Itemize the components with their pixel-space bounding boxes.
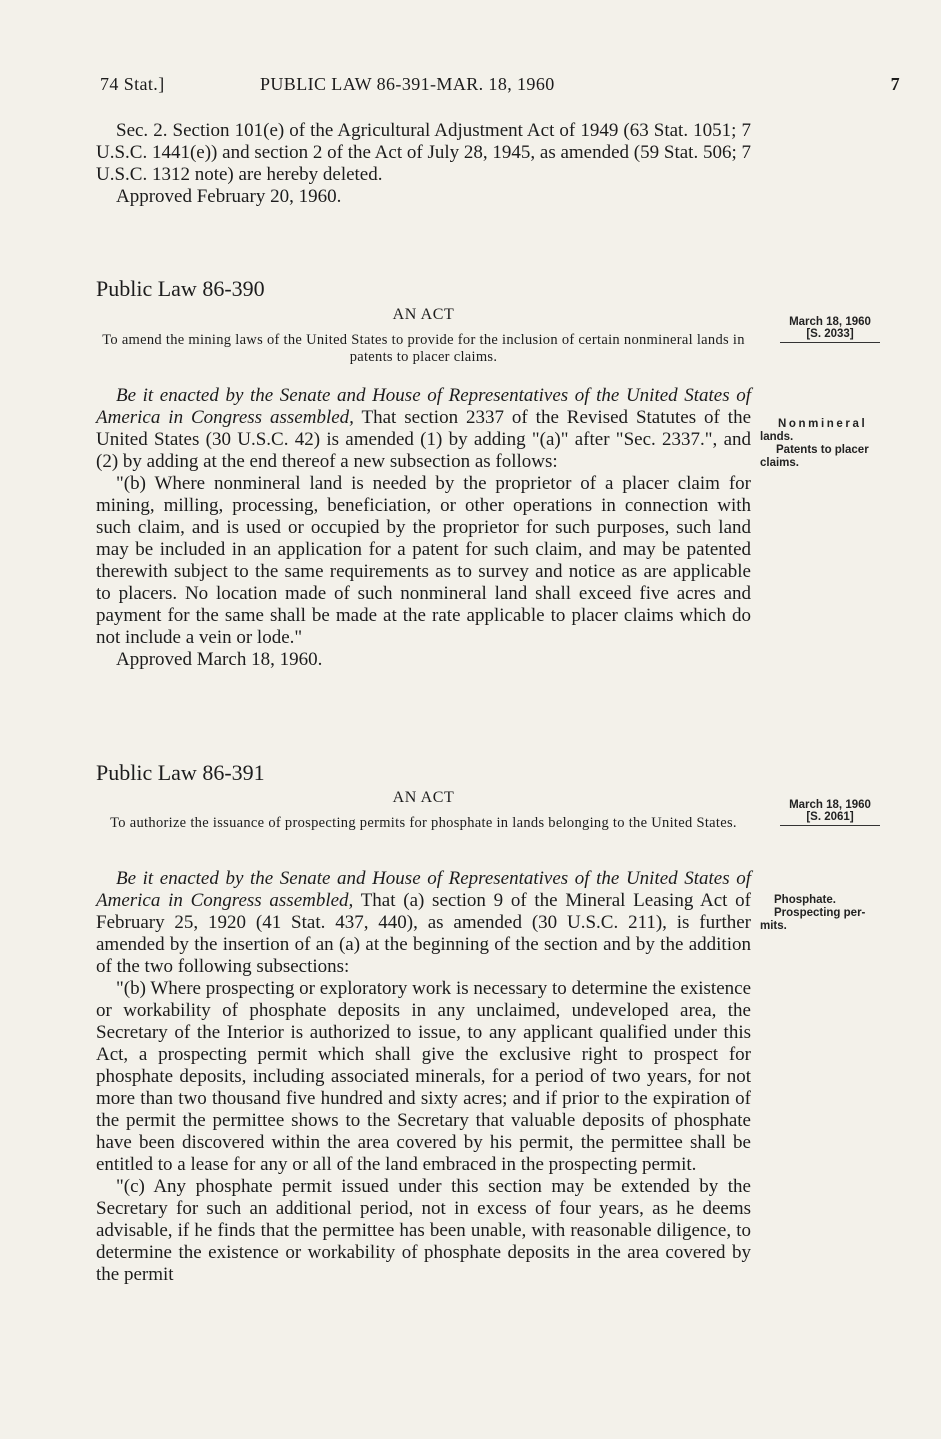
act-label: AN ACT <box>392 306 455 323</box>
margin-line: Patents to placer <box>776 444 869 456</box>
law-heading-86-391: Public Law 86-391 <box>96 760 265 785</box>
margin-note-phosphate <box>760 894 910 933</box>
margin-line: Nonmineral <box>778 418 868 430</box>
header-title: PUBLIC LAW 86-391-MAR. 18, 1960 <box>260 74 555 94</box>
divider <box>780 825 880 826</box>
stat-reference: 74 Stat.] <box>100 74 165 94</box>
enacting-formula: Be it enacted by the Senate and House of Representatives of the United States of America in Congress assembled, <box>96 868 751 911</box>
margin-line: mits. <box>760 920 787 932</box>
margin-line: Prospecting per- <box>774 907 866 919</box>
enacting-clause <box>96 868 751 978</box>
enacting-text: That (a) section 9 of the Mineral Leasing Act of February 25, 1920 (41 Stat. 437, 440), as amended (30 U.S.C. 211), is further amended by the insertion of an (a) at the beginning of the section and by the addition of the two following subsections: <box>96 890 751 977</box>
margin-date-86-390 <box>775 316 885 343</box>
enacting-formula: Be it enacted by the Senate and House of Representatives of the United States of America in Congress assembled, <box>96 385 751 428</box>
act-subtitle: To authorize the issuance of prospecting permits for phosphate in lands belonging to the United States. <box>110 815 737 831</box>
enactment-date: March 18, 1960 <box>789 799 871 811</box>
margin-line: lands. <box>760 431 794 443</box>
act-label: AN ACT <box>392 789 455 806</box>
carryover-section <box>96 120 751 208</box>
subsection-b: "(b) Where prospecting or exploratory work is necessary to determine the existence or workability of phosphate deposits in any unclaimed, undeveloped area, the Secretary of the Interior is authorized to issue, to any applicant qualified under this Act, a prospecting permit which shall give the exclusive right to prospect for phosphate deposits, including associated minerals, for a period of two years, for not more than two thousand five hundred and sixty acres; and if prior to the expiration of the permit the permittee shows to the Secretary that valuable deposits of phosphate have been discovered within the area covered by his permit, the permittee shall be entitled to a lease for any or all of the land embraced in the prospecting permit. <box>96 978 751 1175</box>
bill-number: [S. 2061] <box>806 811 854 823</box>
margin-line: claims. <box>760 457 799 469</box>
act-subtitle: To amend the mining laws of the United States to provide for the inclusion of certain nonmineral lands in patents to placer claims. <box>102 332 745 365</box>
section-2-text: Sec. 2. Section 101(e) of the Agricultural Adjustment Act of 1949 (63 Stat. 1051; 7 U.S.C. 1441(e)) and section 2 of the Act of July 28, 1945, as amended (59 Stat. 506; 7 U.S.C. 1312 note) are hereby deleted. <box>96 120 751 185</box>
subsection-c: "(c) Any phosphate permit issued under this section may be extended by the Secretary for such an additional period, not in excess of four years, as he deems advisable, if he finds that the permittee has been unable, with reasonable diligence, to determine the existence or workability of phosphate deposits in the area covered by the permit <box>96 1176 751 1285</box>
margin-note-nonmineral <box>760 418 910 470</box>
divider <box>780 342 880 343</box>
approval-line: Approved March 18, 1960. <box>116 649 323 670</box>
enactment-date: March 18, 1960 <box>789 316 871 328</box>
law-86-390-body <box>96 385 751 671</box>
law-heading-86-390: Public Law 86-390 <box>96 276 265 301</box>
margin-date-86-391 <box>775 799 885 826</box>
law-86-391-body <box>96 868 751 1286</box>
subsection-b: "(b) Where nonmineral land is needed by the proprietor of a placer claim for mining, milling, processing, beneficiation, or other operations in connection with such claim, and is used or occupied by the proprietor for such purposes, such land may be included in an application for a patent for such claim, and may be patented therewith subject to the same requirements as to survey and notice as are applicable to placers. No location made of such nonmineral land shall exceed five acres and payment for the same shall be made at the rate applicable to placer claims which do not include a vein or lode." <box>96 473 751 648</box>
enacting-text: That section 2337 of the Revised Statutes of the United States (30 U.S.C. 42) is amended (1) by adding "(a)" after "Sec. 2337.", and (2) by adding at the end thereof a new subsection as follows: <box>96 407 751 472</box>
page-number: 7 <box>890 74 900 94</box>
approval-line: Approved February 20, 1960. <box>116 186 342 207</box>
running-header <box>100 74 900 96</box>
enacting-clause <box>96 385 751 473</box>
margin-line: Phosphate. <box>774 894 836 906</box>
bill-number: [S. 2033] <box>806 328 854 340</box>
